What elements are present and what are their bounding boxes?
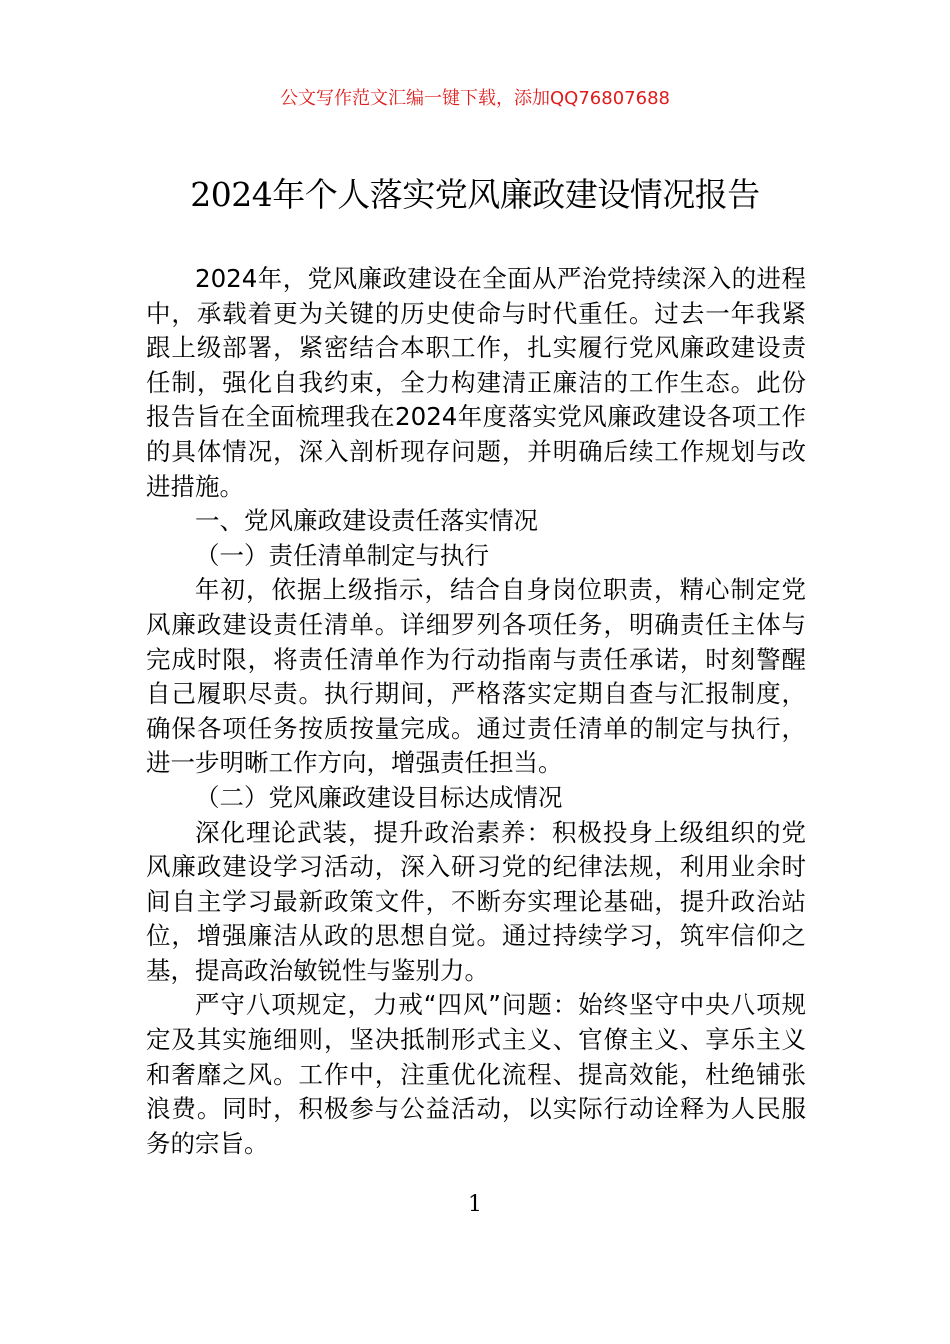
section-heading-1: 一、党风廉政建设责任落实情况: [195, 506, 538, 536]
body-paragraph-eight-rules: 严守八项规定，力戒“四风”问题：始终坚守中央八项规定及其实施细则，坚决抵制形式主义、官僚主义、享乐主义和奢靡之风。工作中，注重优化流程、提高效能，杜绝铺张浪费。同时，积极参与公益活动，以实际行动诠释为人民服务的宗旨。: [146, 990, 806, 1158]
body-paragraph-theory-study: 深化理论武装，提升政治素养：积极投身上级组织的党风廉政建设学习活动，深入研习党的纪律法规，利用业余时间自主学习最新政策文件，不断夯实理论基础，提升政治站位，增强廉洁从政的思想自觉。通过持续学习，筑牢信仰之基，提高政治敏锐性与鉴别力。: [146, 817, 806, 985]
intro-paragraph: 2024年，党风廉政建设在全面从严治党持续深入的进程中，承载着更为关键的历史使命与时代重任。过去一年我紧跟上级部署，紧密结合本职工作，扎实履行党风廉政建设责任制，强化自我约束，全力构建清正廉洁的工作生态。此份报告旨在全面梳理我在2024年度落实党风廉政建设各项工作的具体情况，深入剖析现存问题，并明确后续工作规划与改进措施。: [146, 264, 806, 501]
body-paragraph-responsibility-list: 年初，依据上级指示，结合自身岗位职责，精心制定党风廉政建设责任清单。详细罗列各项任务，明确责任主体与完成时限，将责任清单作为行动指南与责任承诺，时刻警醒自己履职尽责。执行期间，严格落实定期自查与汇报制度，确保各项任务按质按量完成。通过责任清单的制定与执行，进一步明晰工作方向，增强责任担当。: [146, 575, 806, 778]
document-body: [146, 262, 806, 1161]
document-title: 2024年个人落实党风廉政建设情况报告: [190, 175, 760, 214]
subsection-heading-1: （一）责任清单制定与执行: [195, 540, 489, 570]
page-number: 1: [468, 1192, 482, 1217]
header-download-note: 公文写作范文汇编一键下载，添加QQ76807688: [280, 88, 670, 109]
subsection-heading-2: （二）党风廉政建设目标达成情况: [195, 782, 563, 812]
